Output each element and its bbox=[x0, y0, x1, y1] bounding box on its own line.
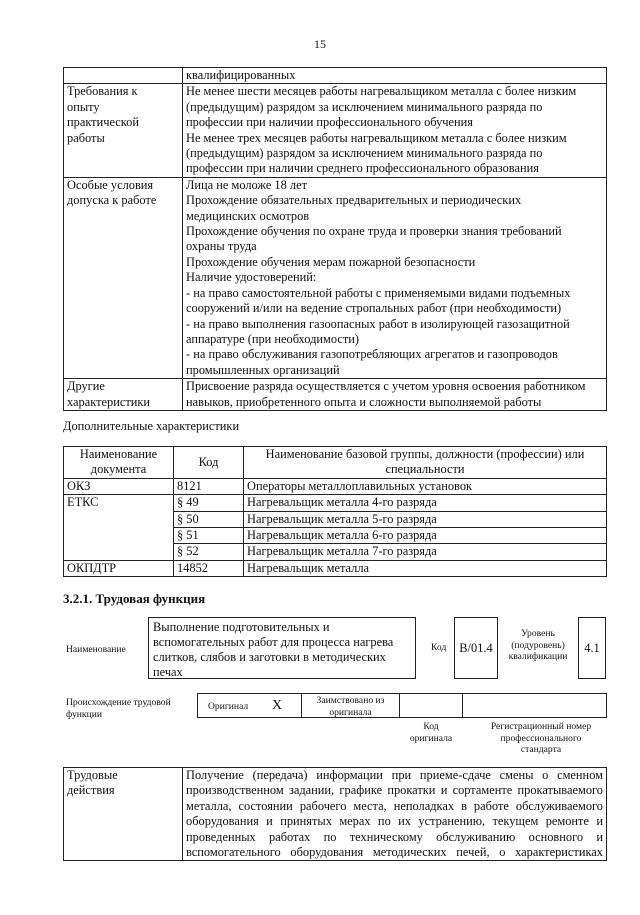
requirement-text-line: охраны труда bbox=[186, 239, 257, 254]
requirement-text-line: Не менее трех месяцев работы нагревальщиком металла с более низким bbox=[186, 130, 567, 145]
additional-cell-code: 8121 bbox=[174, 478, 244, 494]
additional-cell-doc: ОКПДТР bbox=[64, 560, 174, 576]
requirement-text-line: Лица не моложе 18 лет bbox=[186, 177, 308, 192]
requirement-label-line: Особые условия bbox=[67, 177, 154, 192]
additional-cell-name: Операторы металлоплавильных установок bbox=[244, 478, 607, 494]
additional-row bbox=[64, 478, 607, 494]
requirement-label-line: Другие bbox=[67, 379, 105, 394]
requirement-text-line: аппаратуре (при необходимости) bbox=[186, 331, 360, 346]
code-original-caption bbox=[399, 721, 463, 744]
requirement-text bbox=[183, 84, 607, 177]
requirement-text-line: Не менее шести месяцев работы нагревальщиком металла с более низким bbox=[186, 84, 577, 99]
requirement-text-line: Наличие удостоверений: bbox=[186, 270, 317, 285]
requirements-row bbox=[64, 177, 607, 378]
requirements-row bbox=[64, 68, 607, 84]
requirement-text-line: - на право выполнения газоопасных работ в изолирующей газозащитной bbox=[186, 316, 570, 331]
requirements-row bbox=[64, 84, 607, 177]
additional-cell-code: § 49 bbox=[174, 495, 244, 511]
requirement-label-line: допуска к работе bbox=[67, 193, 157, 208]
header-code: Код bbox=[174, 447, 244, 479]
original-label: Оригинал bbox=[208, 701, 249, 712]
level-label-line: квалификации bbox=[508, 651, 568, 662]
requirements-row bbox=[64, 379, 607, 411]
labor-actions-text-line: металла, состоянии рабочего места, неполадках в работе обслуживаемого bbox=[186, 798, 603, 813]
reg-number-caption bbox=[466, 721, 616, 756]
function-name-line: вспомогательных работ для процесса нагрева bbox=[153, 635, 394, 649]
function-name-box bbox=[148, 617, 416, 679]
origin-label-line: Происхождение трудовой bbox=[66, 697, 171, 708]
requirement-label-line: Требования к bbox=[67, 84, 138, 99]
additional-cell-doc bbox=[64, 528, 174, 544]
reg-number-line: профессионального bbox=[500, 732, 582, 744]
requirement-label bbox=[64, 177, 183, 378]
requirement-label bbox=[64, 379, 183, 411]
labor-actions-table bbox=[63, 767, 607, 861]
labor-actions-text-line: проведенных работах по техническому обслуживанию основного и bbox=[186, 829, 603, 844]
level-value-box: 4.1 bbox=[578, 617, 606, 679]
additional-cell-name: Нагревальщик металла bbox=[244, 560, 607, 576]
origin-label bbox=[66, 697, 196, 720]
additional-row bbox=[64, 544, 607, 560]
function-name-line: слитков, слябов и заготовки в методических bbox=[153, 650, 386, 664]
page-number: 15 bbox=[314, 37, 326, 51]
labor-function-title: 3.2.1. Трудовая функция bbox=[63, 591, 206, 606]
additional-characteristics-table bbox=[63, 446, 607, 577]
requirement-label-line: опыту bbox=[67, 99, 100, 114]
code-original-line: оригинала bbox=[409, 732, 453, 744]
function-name-line: Выполнение подготовительных и bbox=[153, 620, 330, 634]
reg-number-line: стандарта bbox=[520, 744, 562, 755]
reg-number-cell bbox=[462, 693, 607, 718]
header-name bbox=[244, 447, 607, 479]
requirement-label bbox=[64, 84, 183, 177]
level-label bbox=[504, 628, 572, 663]
requirement-text-line: медицинских осмотров bbox=[186, 208, 310, 223]
requirement-text-line: Прохождение обучения мерам пожарной безопасности bbox=[186, 254, 476, 269]
function-name-line: печах bbox=[153, 665, 183, 679]
additional-cell-code: § 51 bbox=[174, 528, 244, 544]
borrowed-label-line: Заимствовано из bbox=[316, 695, 385, 706]
additional-characteristics-title: Дополнительные характеристики bbox=[63, 419, 240, 433]
requirement-text-line: - на право обслуживания газопотребляющих агрегатов и газопроводов bbox=[186, 347, 558, 362]
header-name-line: специальности bbox=[385, 462, 465, 477]
additional-cell-code: 14852 bbox=[174, 560, 244, 576]
labor-actions-text-line: вспомогательного оборудования методических печей, о характеристиках bbox=[186, 845, 603, 860]
additional-cell-name: Нагревальщик металла 5-го разряда bbox=[244, 511, 607, 527]
requirement-label-line: характеристики bbox=[67, 394, 151, 409]
labor-actions-text-line: оборудования и принятых мерах по их устранению, текущем ремонте и bbox=[186, 814, 603, 829]
code-value-box: B/01.4 bbox=[454, 617, 498, 679]
header-document-line: Наименование bbox=[79, 447, 158, 461]
additional-row bbox=[64, 511, 607, 527]
requirement-text-line: профессии при наличии профессионального обучения bbox=[186, 115, 473, 130]
additional-cell-name: Нагревальщик металла 4-го разряда bbox=[244, 495, 607, 511]
labor-actions-label-line: Трудовые bbox=[67, 768, 118, 782]
requirement-text-line: Прохождение обязательных предварительных и периодических bbox=[186, 193, 522, 208]
borrowed-cell bbox=[301, 693, 400, 718]
additional-cell-code: § 52 bbox=[174, 544, 244, 560]
requirements-table bbox=[63, 67, 607, 411]
reg-number-line: Регистрационный номер bbox=[490, 721, 592, 732]
requirement-text-line: квалифицированных bbox=[186, 68, 296, 82]
additional-cell-code: § 50 bbox=[174, 511, 244, 527]
requirement-text-line: промышленных организаций bbox=[186, 362, 340, 377]
requirement-label-line: работы bbox=[67, 130, 105, 145]
header-document-line: документа bbox=[90, 462, 147, 477]
requirement-text-line: (предыдущим) разрядом за исключением минимального разряда по bbox=[186, 99, 543, 114]
requirement-text bbox=[183, 379, 607, 411]
requirement-text-line: - на право самостоятельной работы с применяемыми видами подъемных bbox=[186, 285, 571, 300]
borrowed-label-line: оригинала bbox=[329, 706, 372, 718]
additional-row bbox=[64, 495, 607, 511]
requirement-text-line: навыков, приобретенного опыта и сложности выполняемой работы bbox=[186, 394, 542, 409]
level-label-line: (подуровень) bbox=[511, 639, 565, 651]
requirement-text-line: (предыдущим) разрядом за исключением минимального разряда по bbox=[186, 146, 543, 161]
code-original-cell bbox=[399, 693, 463, 718]
labor-actions-text-line: производственном задании, графике прокатки и сортаменте прокатываемого bbox=[186, 783, 603, 798]
labor-actions-text bbox=[183, 768, 607, 861]
level-label-line: Уровень bbox=[521, 628, 555, 639]
origin-label-line: функции bbox=[66, 708, 102, 720]
header-document bbox=[64, 447, 174, 479]
labor-actions-text-line: Получение (передача) информации при приеме-сдаче смены о сменном bbox=[186, 768, 603, 782]
requirement-label-line: практической bbox=[67, 115, 139, 130]
code-label: Код bbox=[431, 642, 447, 653]
code-original-line: Код bbox=[423, 721, 439, 732]
requirement-text-line: профессии при наличии среднего профессионального образования bbox=[186, 161, 539, 176]
additional-cell-name: Нагревальщик металла 6-го разряда bbox=[244, 528, 607, 544]
requirement-text-line: Прохождение обучения по охране труда и проверки знания требований bbox=[186, 224, 562, 239]
labor-actions-label-line: действия bbox=[67, 783, 115, 798]
additional-row bbox=[64, 528, 607, 544]
additional-cell-doc: ЕТКС bbox=[64, 495, 174, 511]
additional-row bbox=[64, 560, 607, 576]
labor-actions-label bbox=[64, 768, 183, 861]
original-cell bbox=[197, 693, 302, 718]
additional-header-row bbox=[64, 447, 607, 479]
original-mark: X bbox=[272, 698, 283, 713]
requirement-label bbox=[64, 68, 183, 84]
additional-cell-doc bbox=[64, 511, 174, 527]
requirement-text bbox=[183, 177, 607, 378]
additional-cell-name: Нагревальщик металла 7-го разряда bbox=[244, 544, 607, 560]
requirement-text bbox=[183, 68, 607, 84]
additional-cell-doc: ОКЗ bbox=[64, 478, 174, 494]
requirement-text-line: Присвоение разряда осуществляется с учетом уровня освоения работником bbox=[186, 379, 586, 394]
header-name-line: Наименование базовой группы, должности (профессии) или bbox=[265, 447, 585, 461]
requirement-text-line: сооружений и/или на ведение стропальных работ (при необходимости) bbox=[186, 301, 562, 316]
name-label: Наименование bbox=[66, 644, 126, 655]
additional-cell-doc bbox=[64, 544, 174, 560]
labor-actions-row bbox=[64, 768, 607, 861]
